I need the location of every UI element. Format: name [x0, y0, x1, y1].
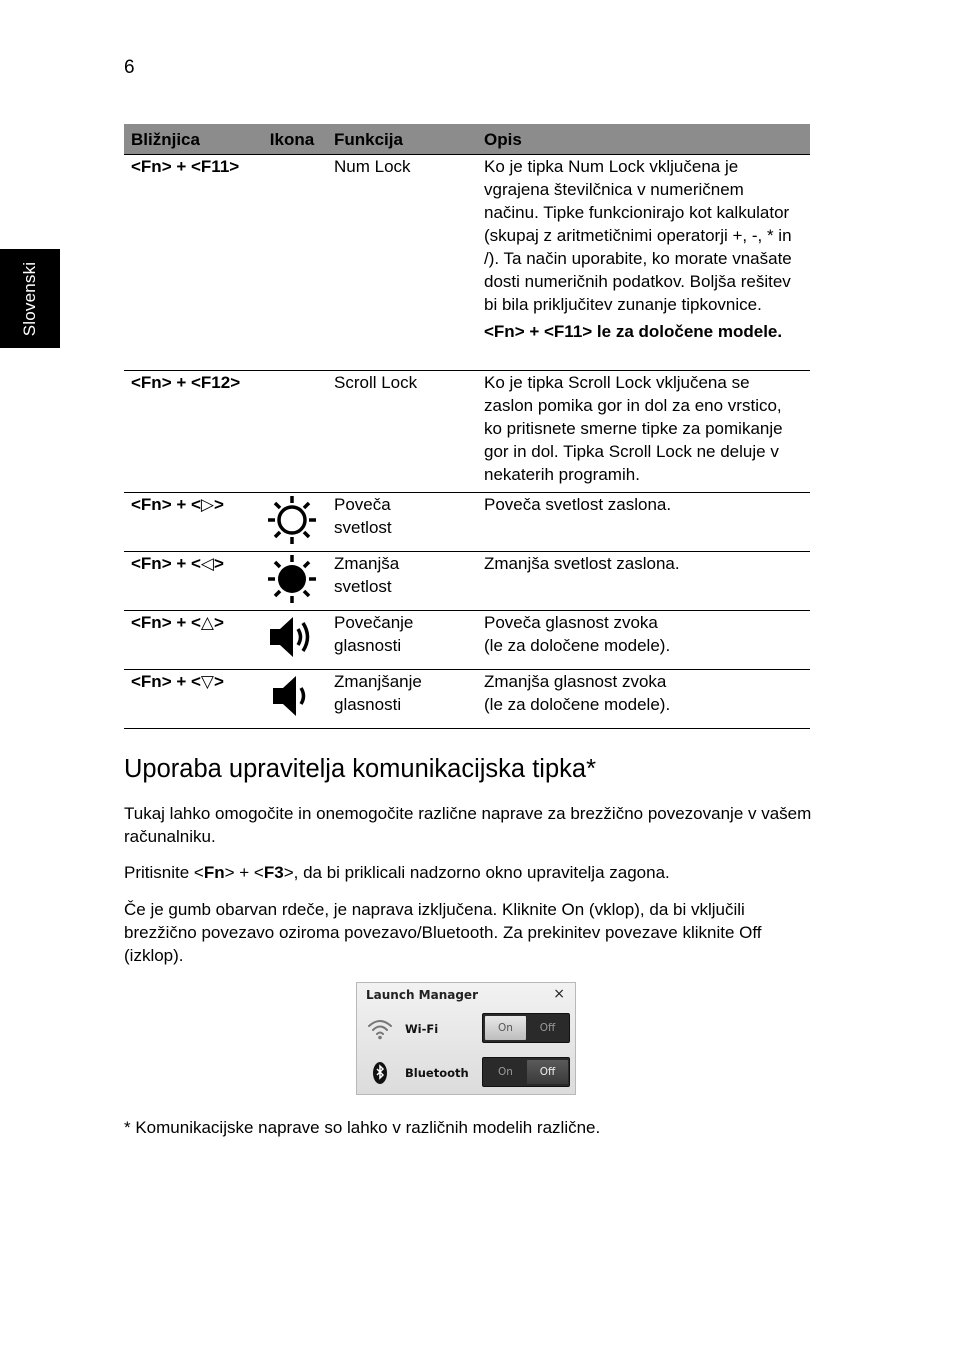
launch-manager-title: Launch Manager	[366, 988, 478, 1002]
icon-cell	[257, 493, 327, 552]
p2-before: Pritisnite <	[124, 863, 204, 882]
instruction-paragraph: Če je gumb obarvan rdeče, je naprava izključena. Kliknite On (vklop), da bi vključili brezžično povezavo oziroma povezavo/Bluetooth. Za prekinitev povezave kliknite Off (izklop).	[124, 900, 762, 965]
description-cell: Poveča svetlost zaslona.	[477, 493, 810, 552]
table-header-row	[124, 124, 810, 155]
p2-after: >, da bi priklicali nadzorno okno upravitelja zagona.	[283, 863, 670, 882]
function-cell: Scroll Lock	[327, 371, 477, 493]
icon-cell	[257, 611, 327, 670]
page-number: 6	[124, 57, 135, 78]
footnote: * Komunikacijske naprave so lahko v različnih modelih različne.	[124, 1118, 601, 1137]
header-description: Opis	[477, 124, 810, 155]
language-label: Slovenski	[20, 261, 39, 336]
header-shortcut: Bližnjica	[124, 124, 257, 155]
description-cell: Poveča glasnost zvoka (le za določene modele).	[477, 611, 810, 670]
fn-key: Fn	[203, 863, 225, 882]
function-cell: Zmanjšanje glasnosti	[327, 670, 477, 729]
f3-key: F3	[263, 863, 284, 882]
brightness-up-icon	[267, 495, 317, 545]
shortcut-cell: <Fn> + <F11>	[124, 155, 257, 371]
table-row	[124, 155, 810, 371]
description-cell: Ko je tipka Scroll Lock vključena se zaslon pomika gor in dol za eno vrstico, ko pritisnete smerne tipke za pomikanje gor in dol. Tipka Scroll Lock ne deluje v nekaterih programih.	[477, 371, 810, 493]
icon-cell	[257, 670, 327, 729]
close-icon[interactable]: ×	[553, 986, 565, 1002]
bluetooth-on-button[interactable]: On	[498, 1066, 513, 1078]
volume-up-icon	[267, 613, 317, 661]
wifi-icon	[367, 1017, 393, 1041]
icon-cell	[257, 371, 327, 493]
model-note: <Fn> + <F11> le za določene modele.	[484, 322, 783, 341]
shortcut-cell: <Fn> + <△>	[124, 611, 257, 670]
bluetooth-icon	[367, 1061, 393, 1085]
function-cell: Num Lock	[327, 155, 477, 371]
bluetooth-row	[365, 1057, 570, 1087]
table-row	[124, 493, 810, 552]
shortcut-cell: <Fn> + <▷>	[124, 493, 257, 552]
description-cell: Zmanjša glasnost zvoka (le za določene modele).	[477, 670, 810, 729]
wifi-label: Wi-Fi	[405, 1022, 439, 1036]
description-cell	[477, 155, 810, 371]
icon-cell	[257, 552, 327, 611]
bluetooth-label: Bluetooth	[405, 1066, 469, 1080]
table-row	[124, 611, 810, 670]
volume-down-icon	[267, 672, 317, 720]
shortcut-cell: <Fn> + <▽>	[124, 670, 257, 729]
icon-cell	[257, 155, 327, 371]
wifi-on-button[interactable]: On	[485, 1016, 526, 1040]
shortcut-table	[124, 124, 810, 729]
function-cell: Zmanjša svetlost	[327, 552, 477, 611]
section-title: Uporaba upravitelja komunikacijska tipka*	[124, 755, 596, 783]
wifi-row	[365, 1013, 570, 1043]
language-side-tab	[0, 249, 60, 348]
launch-manager-window	[356, 982, 576, 1095]
shortcut-cell: <Fn> + <F12>	[124, 371, 257, 493]
bluetooth-toggle[interactable]	[482, 1057, 570, 1087]
table-row	[124, 552, 810, 611]
header-function: Funkcija	[327, 124, 477, 155]
wifi-toggle[interactable]	[482, 1013, 570, 1043]
description-cell: Zmanjša svetlost zaslona.	[477, 552, 810, 611]
function-cell: Povečanje glasnosti	[327, 611, 477, 670]
description-text: Ko je tipka Num Lock vključena je vgrajena številčnica v numeričnem načinu. Tipke funkcionirajo kot kalkulator (skupaj z aritmetičnimi operatorji +, -, * in /). Ta način uporabite, ko morate vnašate dosti numeričnih podatkov. Boljša rešitev bi bila priključitev zunanje tipkovnice.	[484, 157, 792, 314]
p2-mid: > + <	[224, 863, 264, 882]
shortcut-paragraph	[124, 861, 814, 884]
table-row	[124, 670, 810, 729]
wifi-off-button[interactable]: Off	[539, 1022, 556, 1034]
bluetooth-off-button[interactable]: Off	[527, 1060, 568, 1084]
table-row	[124, 371, 810, 493]
header-icon: Ikona	[257, 124, 327, 155]
intro-paragraph: Tukaj lahko omogočite in onemogočite različne naprave za brezžično povezovanje v vašem računalniku.	[124, 804, 812, 846]
function-cell: Poveča svetlost	[327, 493, 477, 552]
brightness-down-icon	[267, 554, 317, 604]
shortcut-cell: <Fn> + <◁>	[124, 552, 257, 611]
